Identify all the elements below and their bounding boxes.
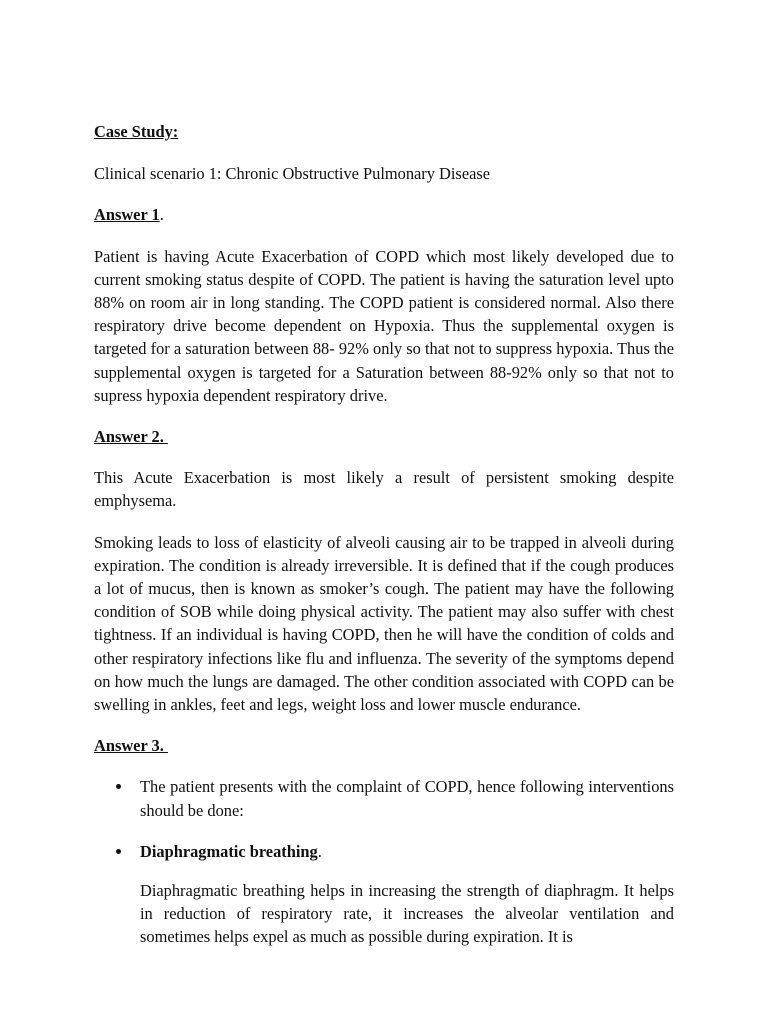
answer-2-paragraph-2: Smoking leads to loss of elasticity of alveoli causing air to be trapped in alveoli during expiration. The condition is already irreversible. It is defined that if the cough produces a lot of mucus, then is known as smoker’s cough. The patient may have the following condition of SOB while doing physical activity. The patient may also suffer with chest tightness. If an individual is having COPD, then he will have the condition of colds and other respiratory infections like flu and influenza. The severity of the symptoms depend on how much the lungs are damaged. The other condition associated with COPD can be swelling in ankles, feet and legs, weight loss and lower muscle endurance. xyxy=(94,532,674,715)
answer-2-heading: Answer 2. xyxy=(94,427,168,447)
document-page xyxy=(94,120,674,949)
scenario-title: Clinical scenario 1: Chronic Obstructive Pulmonary Disease xyxy=(94,164,491,184)
answer-1-label: Answer 1 xyxy=(94,205,160,225)
interventions-list xyxy=(94,775,674,863)
bullet-icon xyxy=(116,849,121,854)
answer-1-suffix: . xyxy=(159,205,164,225)
case-study-heading: Case Study: xyxy=(94,122,179,141)
bullet-icon xyxy=(116,784,121,789)
diaphragmatic-breathing-paragraph: Diaphragmatic breathing helps in increasing the strength of diaphragm. It helps in reduction of respiratory rate, it increases the alveolar ventilation and sometimes helps expel as much as possible during expiration. It is xyxy=(140,881,674,947)
bullet-1-text: The patient presents with the complaint of COPD, hence following interventions should be done: xyxy=(140,777,674,820)
answer-3-heading: Answer 3. xyxy=(94,736,168,756)
list-item xyxy=(94,840,674,863)
bullet-2-bold-text: Diaphragmatic breathing xyxy=(140,841,318,861)
answer-1-heading xyxy=(94,203,674,226)
list-item xyxy=(94,775,674,821)
answer-1-paragraph: Patient is having Acute Exacerbation of COPD which most likely developed due to current smoking status despite of COPD. The patient is having the saturation level upto 88% on room air in long standing. The COPD patient is considered normal. Also there respiratory drive become dependent on Hypoxia. Thus the supplemental oxygen is targeted for a saturation between 88- 92% only so that not to suppress hypoxia. Thus the supplemental oxygen is targeted for a Saturation between 88-92% only so that not to supress hypoxia dependent respiratory drive. xyxy=(94,246,674,405)
answer-2-paragraph-1: This Acute Exacerbation is most likely a result of persistent smoking despite emphysema. xyxy=(94,468,674,511)
bullet-2-suffix: . xyxy=(317,841,322,861)
